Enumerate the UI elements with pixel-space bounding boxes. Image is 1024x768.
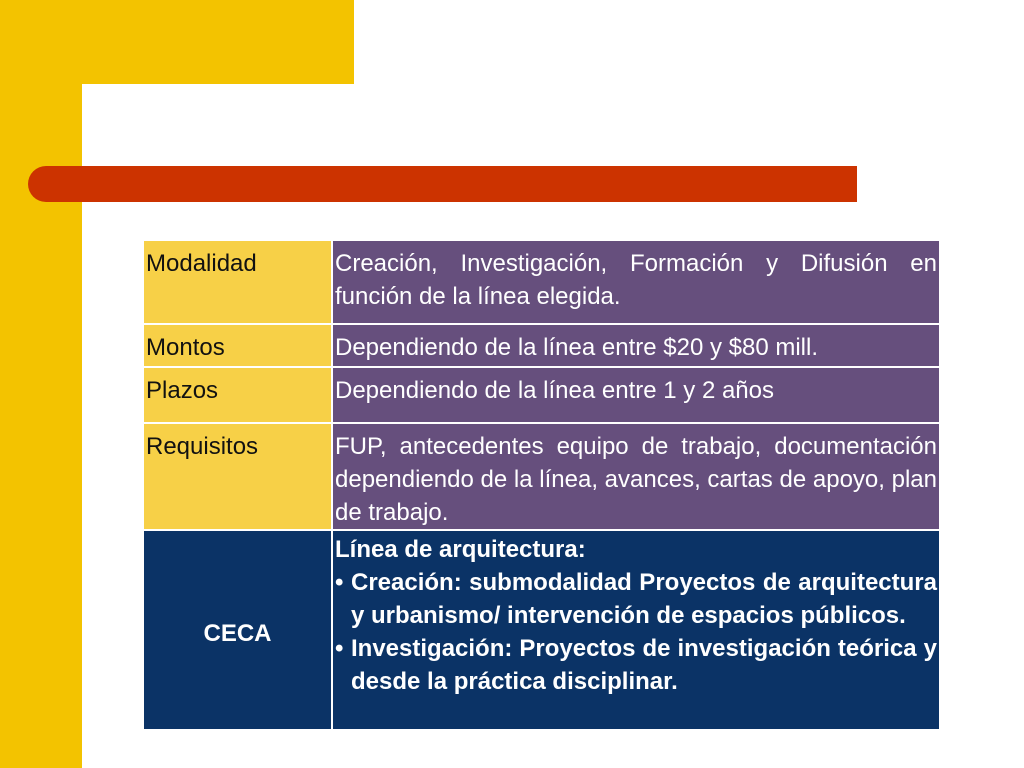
bullet-icon: • <box>335 569 344 596</box>
row-value-ceca <box>332 530 940 730</box>
list-item-text: Investigación: Proyectos de investigación teórica y desde la práctica disciplinar. <box>351 635 937 695</box>
ceca-bullet-list <box>335 566 937 698</box>
row-value-requisitos: FUP, antecedentes equipo de trabajo, documentación dependiendo de la línea, avances, cartas de apoyo, plan de trabajo. <box>332 423 940 530</box>
row-value-montos: Dependiendo de la línea entre $20 y $80 mill. <box>332 324 940 367</box>
white-content-corner <box>82 84 162 164</box>
list-item <box>335 566 937 632</box>
table-row-modalidad <box>143 240 940 324</box>
table-row-plazos <box>143 367 940 423</box>
list-item-text: Creación: submodalidad Proyectos de arquitectura y urbanismo/ intervención de espacios públicos. <box>351 569 937 629</box>
row-value-modalidad: Creación, Investigación, Formación y Difusión en función de la línea elegida. <box>332 240 940 324</box>
row-value-plazos: Dependiendo de la línea entre 1 y 2 años <box>332 367 940 423</box>
red-title-bar <box>28 166 857 202</box>
info-table <box>142 239 941 731</box>
ceca-heading: Línea de arquitectura: <box>335 536 586 563</box>
row-label-ceca: CECA <box>143 530 332 730</box>
row-label-modalidad: Modalidad <box>143 240 332 324</box>
yellow-accent-block-top <box>0 0 354 84</box>
bullet-icon: • <box>335 635 344 662</box>
row-label-requisitos: Requisitos <box>143 423 332 530</box>
row-label-plazos: Plazos <box>143 367 332 423</box>
list-item <box>335 632 937 698</box>
table-row-montos <box>143 324 940 367</box>
table-row-ceca <box>143 530 940 730</box>
table-row-requisitos <box>143 423 940 530</box>
row-label-montos: Montos <box>143 324 332 367</box>
